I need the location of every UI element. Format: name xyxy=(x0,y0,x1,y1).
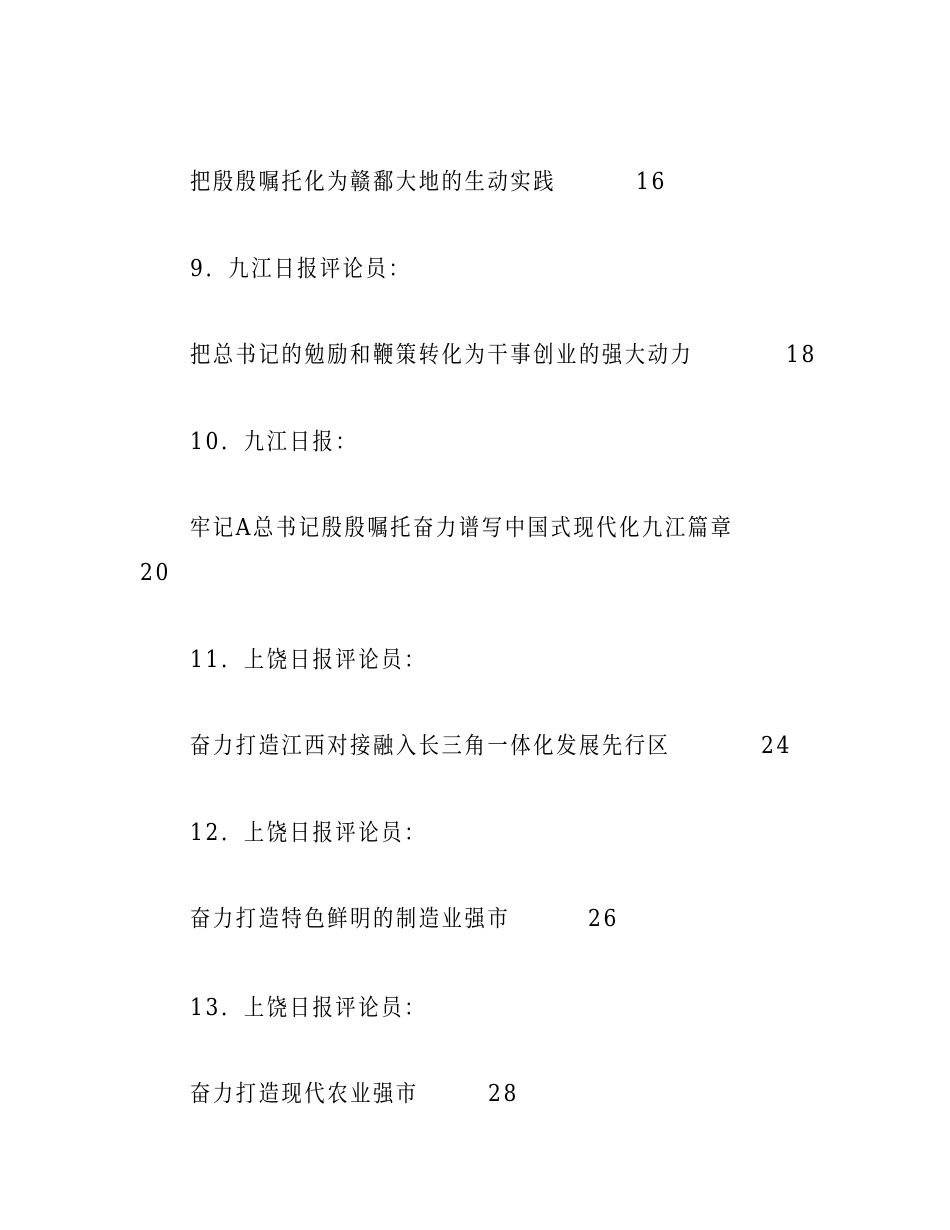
toc-entry-title: 奋力打造特色鲜明的制造业强市 xyxy=(190,906,511,932)
toc-entry-heading: 9．九江日报评论员： xyxy=(190,256,412,282)
toc-page-number: 16 xyxy=(636,169,668,195)
toc-entry-heading: 13．上饶日报评论员： xyxy=(190,995,427,1021)
toc-entry-title: 把殷殷嘱托化为赣鄱大地的生动实践 xyxy=(190,169,557,195)
toc-entry-title: 奋力打造现代农业强市 xyxy=(190,1081,419,1107)
toc-page-number: 18 xyxy=(786,342,818,368)
toc-page-number: 26 xyxy=(588,906,620,932)
toc-page-number: 20 xyxy=(140,560,172,586)
toc-entry-heading: 10．九江日报： xyxy=(190,429,359,455)
toc-entry-title: 牢记A总书记殷殷嘱托奋力谱写中国式现代化九江篇章 xyxy=(190,515,734,541)
toc-page-number: 28 xyxy=(488,1081,520,1107)
toc-entry-title: 把总书记的勉励和鞭策转化为干事创业的强大动力 xyxy=(190,342,694,368)
toc-entry-heading: 11．上饶日报评论员： xyxy=(190,647,427,673)
toc-entry-title: 奋力打造江西对接融入长三角一体化发展先行区 xyxy=(190,733,671,759)
toc-page-number: 24 xyxy=(761,733,793,759)
toc-entry-heading: 12．上饶日报评论员： xyxy=(190,820,427,846)
